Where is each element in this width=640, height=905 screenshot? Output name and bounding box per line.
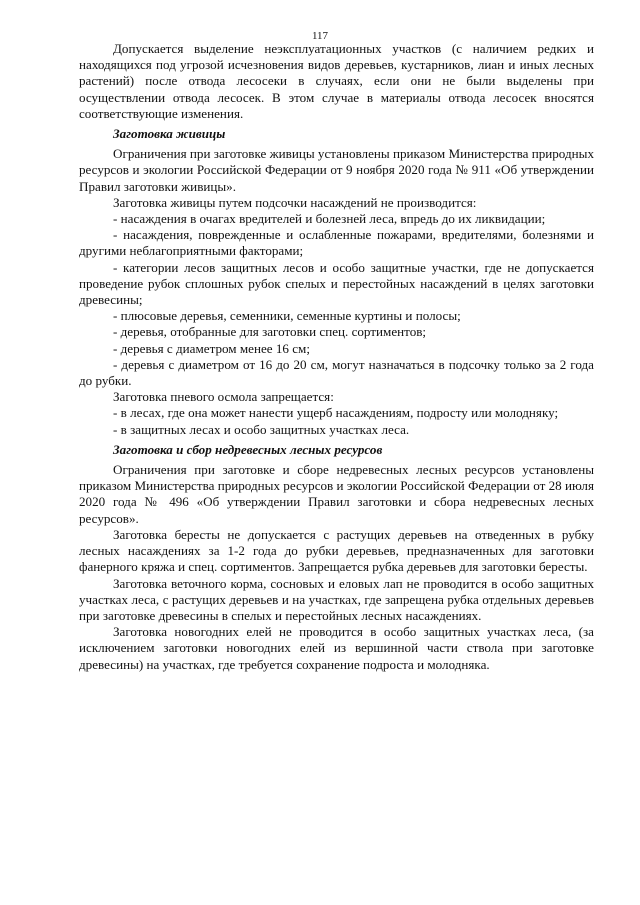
list-item: - деревья с диаметром менее 16 см; bbox=[113, 340, 310, 356]
paragraph-new-year-trees: Заготовка новогодних елей не проводится в особо защитных участках леса, (за исключением заготовки новогодних елей из вершинной части ствола при заготовке древесины) на участках, где требуется сохранение подроста и молодняка. bbox=[79, 624, 594, 672]
document-body bbox=[79, 41, 594, 673]
list-item: - плюсовые деревья, семенники, семенные куртины и полосы; bbox=[113, 308, 461, 324]
paragraph-non-timber-restrictions: Ограничения при заготовке и сборе недревесных лесных ресурсов установлены приказом Министерства природных ресурсов и экологии Российской Федерации от 28 июля 2020 года № 496 «Об утверждении Правил заготовки и сбора недревесных лесных ресурсов». bbox=[79, 462, 594, 526]
paragraph-unexploited-plots: Допускается выделение неэксплуатационных участков (с наличием редких и находящихся под угрозой исчезновения видов деревьев, кустарников, лиан и иных лесных растений) после отвода лесосеки в случаях, если они не были выделены при осуществлении отвода лесосек. В этом случае в материалы отвода лесосек вносятся соответствующие изменения. bbox=[79, 41, 594, 121]
page-number: 117 bbox=[311, 30, 329, 42]
list-item: - насаждения, поврежденные и ослабленные пожарами, вредителями, болезнями и другими неблагоприятными факторами; bbox=[79, 227, 594, 259]
paragraph-tapping-intro: Заготовка живицы путем подсочки насаждений не производится: bbox=[113, 194, 477, 210]
paragraph-birch-bark: Заготовка бересты не допускается с растущих деревьев на отведенных в рубку лесных насаждениях за 1-2 года до рубки деревьев, предназначенных для заготовки фанерного кряжа и спец. сортиментов. Запрещается рубка деревьев для заготовки бересты. bbox=[79, 526, 594, 575]
paragraph-stump-resin-intro: Заготовка пневого осмола запрещается: bbox=[113, 389, 334, 405]
section-heading-non-timber: Заготовка и сбор недревесных лесных ресурсов bbox=[113, 441, 383, 457]
paragraph-resin-restrictions: Ограничения при заготовке живицы установлены приказом Министерства природных ресурсов и экологии Российской Федерации от 9 ноября 2020 года № 911 «Об утверждении Правил заготовки живицы». bbox=[79, 146, 594, 194]
list-item: - в лесах, где она может нанести ущерб насаждениям, подросту или молодняку; bbox=[113, 405, 559, 421]
list-item: - насаждения в очагах вредителей и болезней леса, впредь до их ликвидации; bbox=[113, 211, 546, 227]
paragraph-branch-fodder: Заготовка веточного корма, сосновых и еловых лап не проводится в особо защитных участках леса, с растущих деревьев и на участках, где запрещена рубка отдельных деревьев при заготовке древесины в спелых и перестойных лесных насаждениях. bbox=[79, 575, 594, 623]
list-item: - деревья с диаметром от 16 до 20 см, могут назначаться в подсочку только за 2 года до рубки. bbox=[79, 356, 594, 389]
list-item: - деревья, отобранные для заготовки спец. сортиментов; bbox=[113, 324, 427, 340]
section-heading-resin: Заготовка живицы bbox=[113, 126, 226, 142]
list-item: - в защитных лесах и особо защитных участках леса. bbox=[113, 421, 410, 437]
list-item: - категории лесов защитных лесов и особо защитные участки, где не допускается проведение рубок сплошных рубок спелых и перестойных насаждений в целях заготовки древесины; bbox=[79, 259, 594, 308]
